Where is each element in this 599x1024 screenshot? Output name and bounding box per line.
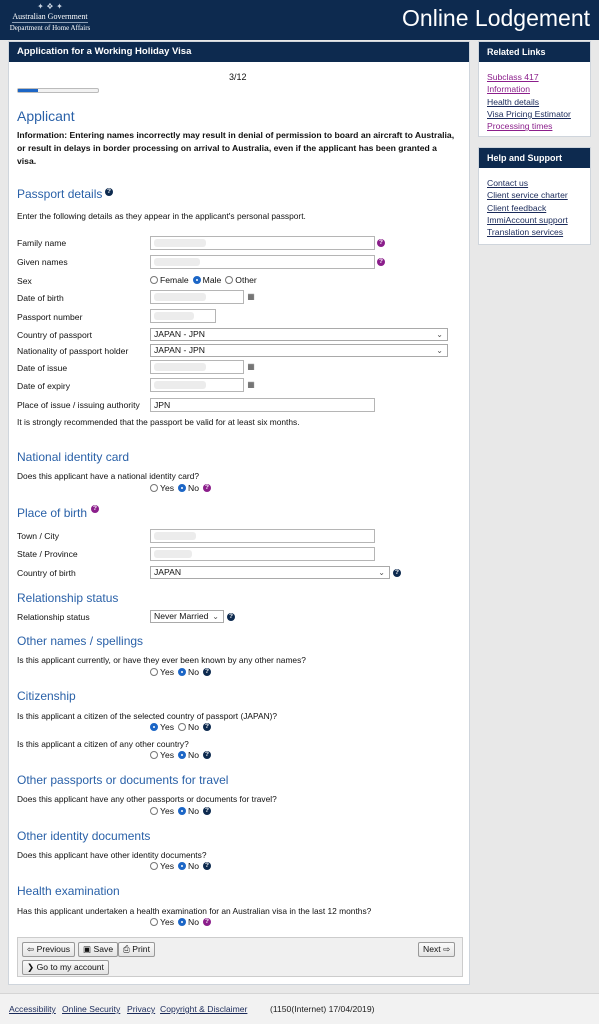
country-of-passport-select[interactable]: JAPAN - JPN ⌄: [150, 328, 448, 341]
country-of-birth-select[interactable]: JAPAN ⌄: [150, 566, 390, 579]
other-passports-radio-group: Yes No ?: [150, 806, 211, 816]
applicant-heading: Applicant: [17, 108, 75, 124]
citizenship-1-yes-radio[interactable]: [150, 723, 158, 731]
dob-calendar-icon[interactable]: ▦: [247, 292, 255, 301]
country-of-birth-label: Country of birth: [17, 568, 76, 578]
help-link-service-charter[interactable]: Client service charter: [487, 190, 568, 201]
sex-female-label: Female: [160, 275, 189, 285]
national-id-heading: National identity card: [17, 450, 130, 464]
chevron-down-icon: ⌄: [436, 330, 443, 339]
passport-validity-note: It is strongly recommended that the passport be valid for at least six months.: [17, 417, 300, 427]
crest-emblem: ✦ ❖ ✦: [37, 2, 63, 11]
form-panel: [8, 41, 470, 985]
site-header: [0, 0, 599, 40]
related-link-health-details[interactable]: Health details: [487, 96, 540, 107]
progress-bar: [17, 88, 99, 93]
arrow-left-icon: ⇦: [27, 944, 35, 954]
related-link-subclass-417[interactable]: Subclass 417: [487, 72, 539, 82]
footer-link-accessibility[interactable]: Accessibility: [9, 1004, 56, 1014]
form-title: Application for a Working Holiday Visa: [9, 42, 469, 62]
citizenship-2-no-radio[interactable]: [178, 751, 186, 759]
chevron-down-icon: ⌄: [436, 346, 443, 355]
other-id-question: Does this applicant have other identity documents?: [17, 850, 207, 860]
other-names-heading: Other names / spellings: [17, 634, 144, 648]
help-link-immiaccount-support[interactable]: ImmiAccount support: [487, 214, 568, 225]
date-of-expiry-label: Date of expiry: [17, 381, 71, 391]
footer-link-copyright[interactable]: Copyright & Disclaimer: [160, 1004, 248, 1014]
family-name-input[interactable]: [150, 236, 375, 250]
other-names-yes-radio[interactable]: [150, 668, 158, 676]
citizenship-heading: Citizenship: [17, 689, 76, 703]
expiry-calendar-icon[interactable]: ▦: [247, 380, 255, 389]
nationality-select[interactable]: JAPAN - JPN ⌄: [150, 344, 448, 357]
other-passports-no-radio[interactable]: [178, 807, 186, 815]
printer-icon: ⎙: [123, 944, 130, 954]
health-radio-group: Yes No ?: [150, 917, 211, 927]
help-link-translation[interactable]: Translation services: [487, 227, 564, 238]
sex-other-label: Other: [235, 275, 257, 285]
sex-label: Sex: [17, 276, 32, 286]
country-of-birth-help-icon[interactable]: ?: [393, 569, 401, 577]
other-passports-question: Does this applicant have any other passports or documents for travel?: [17, 794, 277, 804]
sex-other-radio[interactable]: [225, 276, 233, 284]
date-of-expiry-input[interactable]: [150, 378, 244, 392]
citizenship-2-yes-radio[interactable]: [150, 751, 158, 759]
government-name: Australian Government: [12, 12, 88, 21]
other-passports-heading: Other passports or documents for travel: [17, 773, 229, 787]
related-link-information[interactable]: Information: [487, 84, 530, 95]
citizenship-1-radio-group: Yes No ?: [150, 722, 211, 732]
family-name-help-icon[interactable]: ?: [377, 239, 385, 247]
other-id-help-icon[interactable]: ?: [203, 862, 211, 870]
dob-label: Date of birth: [17, 293, 64, 303]
place-of-birth-help-icon[interactable]: ?: [91, 505, 99, 513]
passport-number-label: Passport number: [17, 312, 83, 322]
government-crest-logo: [8, 2, 92, 34]
footer-link-online-security[interactable]: Online Security: [62, 1004, 121, 1014]
relationship-label: Relationship status: [17, 612, 90, 622]
relationship-select[interactable]: Never Married ⌄: [150, 610, 224, 623]
save-button[interactable]: ▣ Save: [78, 942, 118, 957]
previous-button[interactable]: ⇦ Previous: [22, 942, 75, 957]
relationship-help-icon[interactable]: ?: [227, 613, 235, 621]
other-id-radio-group: Yes No ?: [150, 861, 211, 871]
go-to-account-button[interactable]: ❯ Go to my account: [22, 960, 109, 975]
print-button[interactable]: ⎙ Print: [118, 942, 155, 957]
related-links-heading: Related Links: [479, 42, 590, 62]
build-info: (1150(Internet) 17/04/2019): [270, 1004, 375, 1014]
health-heading: Health examination: [17, 884, 120, 898]
national-id-help-icon[interactable]: ?: [203, 484, 211, 492]
health-question: Has this applicant undertaken a health examination for an Australian visa in the last 12 months?: [17, 906, 372, 916]
relationship-heading: Relationship status: [17, 591, 119, 605]
town-input[interactable]: [150, 529, 375, 543]
related-link-processing-times[interactable]: Processing times: [487, 121, 553, 132]
sex-male-label: Male: [202, 275, 222, 285]
crest-divider: [12, 22, 88, 23]
sex-male-radio[interactable]: [193, 276, 201, 284]
related-links-panel: [478, 41, 591, 137]
next-button[interactable]: Next ⇨: [418, 942, 455, 957]
citizenship-1-help-icon[interactable]: ?: [203, 723, 211, 731]
national-id-yes-radio[interactable]: [150, 484, 158, 492]
citizenship-question-1: Is this applicant a citizen of the selected country of passport (JAPAN)?: [17, 711, 278, 721]
passport-help-icon[interactable]: ?: [105, 188, 113, 196]
nationality-label: Nationality of passport holder: [17, 346, 129, 356]
other-id-heading: Other identity documents: [17, 829, 151, 843]
state-label: State / Province: [17, 549, 78, 559]
sex-female-radio[interactable]: [150, 276, 158, 284]
arrow-right-icon: ⇨: [443, 944, 451, 954]
help-support-panel: [478, 147, 591, 245]
passport-intro: Enter the following details as they appear in the applicant's personal passport.: [17, 211, 306, 221]
country-of-passport-label: Country of passport: [17, 330, 92, 340]
department-name: Department of Home Affairs: [9, 24, 91, 32]
issuing-authority-input[interactable]: JPN: [150, 398, 375, 412]
related-link-visa-pricing[interactable]: Visa Pricing Estimator: [487, 108, 571, 119]
chevron-down-icon: ⌄: [212, 612, 219, 621]
date-of-issue-input[interactable]: [150, 360, 244, 374]
other-names-radio-group: Yes No ?: [150, 667, 211, 677]
step-indicator: 3/12: [229, 72, 247, 82]
health-help-icon[interactable]: ?: [203, 918, 211, 926]
citizenship-question-2: Is this applicant a citizen of any other country?: [17, 739, 189, 749]
issue-calendar-icon[interactable]: ▦: [247, 362, 255, 371]
other-passports-help-icon[interactable]: ?: [203, 807, 211, 815]
citizenship-2-radio-group: Yes No ?: [150, 750, 211, 760]
citizenship-1-no-radio[interactable]: [178, 723, 186, 731]
help-link-client-feedback[interactable]: Client feedback: [487, 202, 547, 213]
other-id-no-radio[interactable]: [178, 862, 186, 870]
family-name-label: Family name: [17, 238, 67, 248]
other-names-help-icon[interactable]: ?: [203, 668, 211, 676]
place-of-birth-heading: Place of birth: [17, 506, 88, 520]
help-link-contact-us[interactable]: Contact us: [487, 178, 529, 188]
applicant-info: Information: Entering names incorrectly may result in denial of permission to board an aircraft to Australia, or result in delays in border processing on arrival to Australia, even if the applicant has been granted a visa.: [17, 130, 455, 166]
health-yes-radio[interactable]: [150, 918, 158, 926]
given-names-help-icon[interactable]: ?: [377, 258, 385, 266]
progress-fill: [18, 89, 38, 92]
date-of-issue-label: Date of issue: [17, 363, 68, 373]
town-label: Town / City: [17, 531, 60, 541]
sex-radio-group: [150, 275, 261, 285]
state-input[interactable]: [150, 547, 375, 561]
given-names-label: Given names: [17, 257, 68, 267]
passport-number-input[interactable]: [150, 309, 216, 323]
national-id-radio-group: Yes No ?: [150, 483, 211, 493]
passport-heading: Passport details: [17, 187, 103, 201]
given-names-input[interactable]: [150, 255, 375, 269]
national-id-no-radio[interactable]: [178, 484, 186, 492]
footer-link-privacy[interactable]: Privacy: [127, 1004, 156, 1014]
other-names-no-radio[interactable]: [178, 668, 186, 676]
chevron-right-icon: ❯: [27, 962, 35, 972]
button-bar: [17, 937, 463, 977]
citizenship-2-help-icon[interactable]: ?: [203, 751, 211, 759]
issuing-authority-label: Place of issue / issuing authority: [17, 400, 140, 410]
other-passports-yes-radio[interactable]: [150, 807, 158, 815]
chevron-down-icon: ⌄: [378, 568, 385, 577]
help-support-heading: Help and Support: [479, 148, 590, 168]
site-footer: [0, 993, 599, 1024]
health-no-radio[interactable]: [178, 918, 186, 926]
national-id-question: Does this applicant have a national identity card?: [17, 471, 200, 481]
dob-input[interactable]: [150, 290, 244, 304]
other-id-yes-radio[interactable]: [150, 862, 158, 870]
floppy-disk-icon: ▣: [83, 944, 92, 954]
other-names-question: Is this applicant currently, or have they ever been known by any other names?: [17, 655, 306, 665]
app-title: Online Lodgement: [402, 5, 590, 31]
